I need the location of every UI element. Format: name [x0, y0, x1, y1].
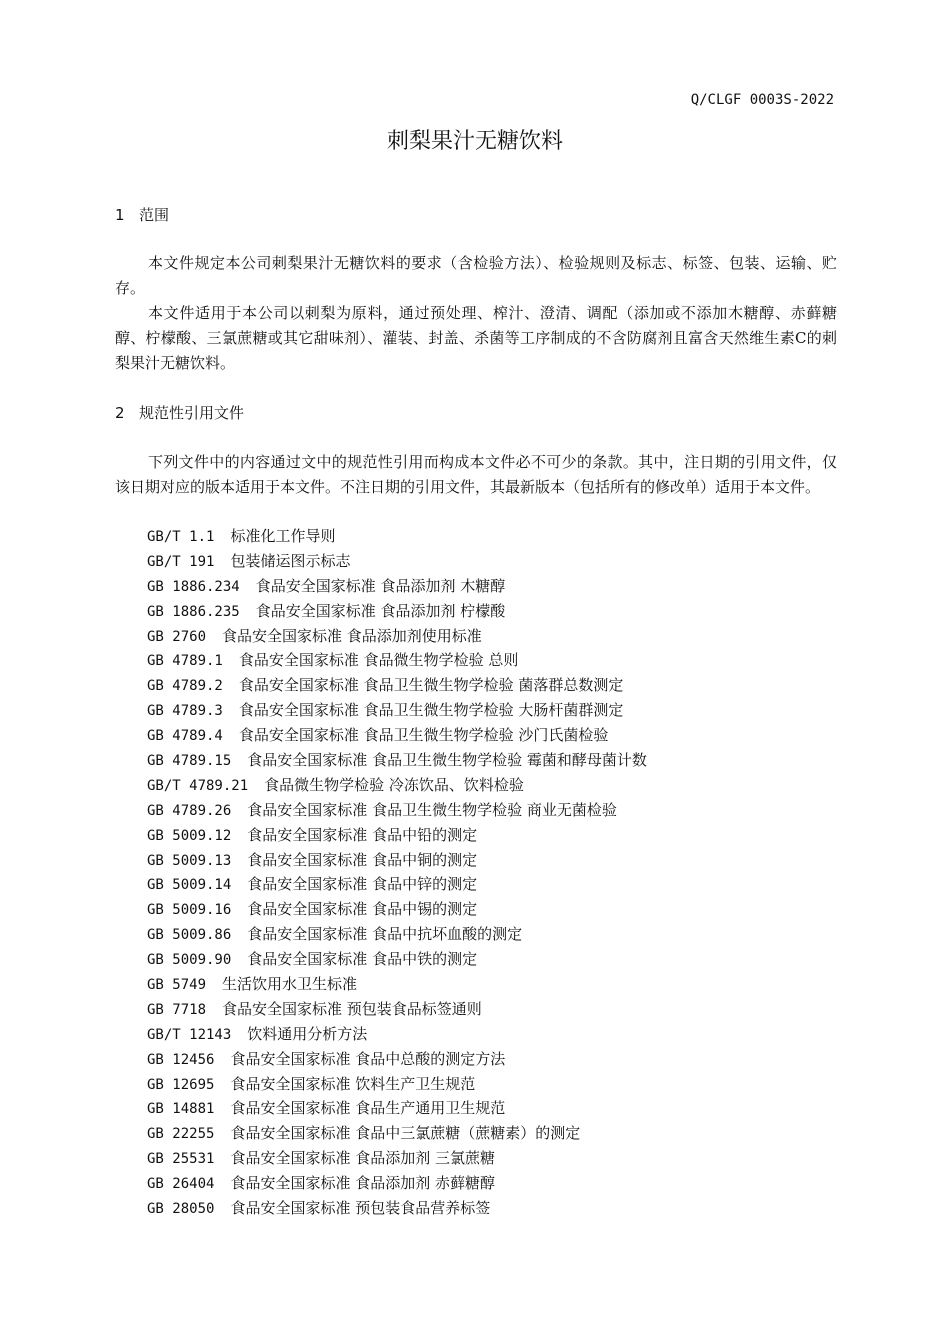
reference-name: 食品安全国家标准 预包装食品营养标签 — [230, 1199, 491, 1218]
reference-code: GB 5009.86 — [147, 927, 232, 944]
reference-item — [147, 1196, 647, 1221]
reference-code: GB 14881 — [147, 1101, 215, 1118]
reference-name: 食品安全国家标准 预包装食品标签通则 — [222, 999, 482, 1018]
reference-code: GB 7718 — [147, 1001, 207, 1018]
reference-item — [147, 748, 647, 773]
reference-code: GB/T 191 — [147, 553, 215, 570]
reference-item — [147, 1121, 647, 1146]
reference-code: GB/T 1.1 — [147, 529, 215, 545]
reference-code: GB 12695 — [147, 1076, 215, 1093]
reference-name: 食品安全国家标准 食品添加剂 赤藓糖醇 — [230, 1174, 495, 1193]
scope-paragraph-1: 本文件规定本公司刺梨果汁无糖饮料的要求（含检验方法）、检验规则及标志、标签、包装、运输、贮存。 — [115, 254, 837, 297]
reference-name: 食品安全国家标准 食品卫生微生物学检验 商业无菌检验 — [247, 800, 617, 819]
reference-code: GB 12456 — [147, 1051, 215, 1068]
reference-item — [147, 972, 647, 997]
reference-item — [147, 1047, 647, 1072]
reference-code: GB 1886.235 — [147, 603, 240, 620]
reference-name: 生活饮用水卫生标准 — [222, 975, 358, 994]
reference-name: 食品安全国家标准 饮料生产卫生规范 — [230, 1074, 476, 1093]
reference-name: 食品安全国家标准 食品中铅的测定 — [247, 825, 478, 844]
scope-paragraph-2: 本文件适用于本公司以刺梨为原料，通过预处理、榨汁、澄清、调配（添加或不添加木糖醇、赤藓糖醇、柠檬酸、三氯蔗糖或其它甜味剂）、灌装、封盖、杀菌等工序制成的不含防腐剂且富含天然维生素C的刺梨果汁无糖饮料。 — [115, 304, 837, 372]
reference-item — [147, 947, 647, 972]
reference-name: 食品安全国家标准 食品微生物学检验 总则 — [238, 651, 519, 670]
reference-code: GB 4789.1 — [147, 653, 223, 670]
section-number: 1 — [115, 206, 125, 224]
reference-item — [147, 823, 647, 848]
reference-code: GB 26404 — [147, 1176, 215, 1193]
reference-code: GB 4789.2 — [147, 678, 223, 695]
reference-name: 食品安全国家标准 食品中抗坏血酸的测定 — [247, 925, 523, 944]
reference-code: GB 5009.12 — [147, 827, 232, 844]
reference-item — [147, 1146, 647, 1171]
reference-list — [147, 524, 647, 1221]
reference-item — [147, 574, 647, 599]
reference-code: GB/T 4789.21 — [147, 777, 249, 794]
reference-name: 食品安全国家标准 食品卫生微生物学检验 菌落群总数测定 — [238, 676, 624, 695]
reference-code: GB 4789.3 — [147, 703, 223, 720]
reference-item — [147, 549, 647, 574]
reference-code: GB 22255 — [147, 1126, 215, 1143]
reference-name: 食品安全国家标准 食品中锡的测定 — [247, 900, 478, 919]
reference-item — [147, 798, 647, 823]
reference-name: 食品安全国家标准 食品添加剂 三氯蔗糖 — [230, 1149, 495, 1168]
reference-name: 食品安全国家标准 食品卫生微生物学检验 霉菌和酵母菌计数 — [247, 751, 647, 770]
section-number: 2 — [115, 404, 125, 422]
document-title: 刺梨果汁无糖饮料 — [386, 129, 563, 154]
reference-item — [147, 848, 647, 873]
reference-item — [147, 599, 647, 624]
reference-name: 食品安全国家标准 食品中铁的测定 — [247, 950, 478, 969]
reference-code: GB 5009.16 — [147, 902, 232, 919]
reference-item — [147, 1171, 647, 1196]
reference-name: 食品安全国家标准 食品卫生微生物学检验 大肠杆菌群测定 — [238, 701, 624, 720]
reference-name: 食品安全国家标准 食品中铜的测定 — [247, 850, 478, 869]
document-code: Q/CLGF 0003S-2022 — [690, 92, 834, 108]
section-2-heading — [115, 402, 244, 423]
reference-code: GB 4789.15 — [147, 753, 232, 770]
reference-item — [147, 624, 647, 649]
reference-item — [147, 1096, 647, 1121]
reference-code: GB 4789.26 — [147, 802, 232, 819]
reference-name: 食品安全国家标准 食品添加剂 木糖醇 — [255, 576, 506, 595]
reference-item — [147, 997, 647, 1022]
reference-code: GB 25531 — [147, 1151, 215, 1168]
reference-code: GB 2760 — [147, 628, 207, 645]
section-title: 规范性引用文件 — [139, 404, 245, 422]
reference-item — [147, 922, 647, 947]
reference-name: 食品安全国家标准 食品中锌的测定 — [247, 875, 478, 894]
reference-name: 食品安全国家标准 食品卫生微生物学检验 沙门氏菌检验 — [238, 726, 609, 745]
reference-code: GB 1886.234 — [147, 578, 240, 595]
reference-code: GB 5009.13 — [147, 852, 232, 869]
reference-code: GB 5749 — [147, 977, 207, 994]
reference-name: 食品安全国家标准 食品添加剂 柠檬酸 — [255, 601, 506, 620]
reference-name: 标准化工作导则 — [230, 527, 336, 545]
reference-item — [147, 773, 647, 798]
reference-name: 食品安全国家标准 食品生产通用卫生规范 — [230, 1099, 506, 1118]
reference-code: GB 5009.90 — [147, 952, 232, 969]
reference-item — [147, 1072, 647, 1097]
section-1-heading — [115, 204, 169, 225]
reference-code: GB 28050 — [147, 1201, 215, 1218]
reference-item — [147, 1022, 647, 1047]
reference-item — [147, 872, 647, 897]
reference-item — [147, 524, 647, 549]
reference-name: 食品安全国家标准 食品添加剂使用标准 — [222, 626, 482, 645]
reference-item — [147, 698, 647, 723]
reference-name: 饮料通用分析方法 — [247, 1024, 368, 1043]
reference-item — [147, 723, 647, 748]
reference-code: GB 4789.4 — [147, 728, 223, 745]
section-title: 范围 — [139, 206, 170, 224]
reference-code: GB 5009.14 — [147, 877, 232, 894]
references-intro-paragraph: 下列文件中的内容通过文中的规范性引用而构成本文件必不可少的条款。其中，注日期的引用文件，仅该日期对应的版本适用于本文件。不注日期的引用文件，其最新版本（包括所有的修改单）适用于本文件。 — [115, 453, 837, 496]
reference-name: 食品安全国家标准 食品中总酸的测定方法 — [230, 1049, 506, 1068]
reference-item — [147, 648, 647, 673]
reference-item — [147, 673, 647, 698]
reference-item — [147, 897, 647, 922]
reference-name: 包装储运图示标志 — [230, 551, 351, 570]
reference-name: 食品微生物学检验 冷冻饮品、饮料检验 — [264, 775, 524, 794]
reference-code: GB/T 12143 — [147, 1026, 232, 1043]
reference-name: 食品安全国家标准 食品中三氯蔗糖（蔗糖素）的测定 — [230, 1124, 581, 1143]
